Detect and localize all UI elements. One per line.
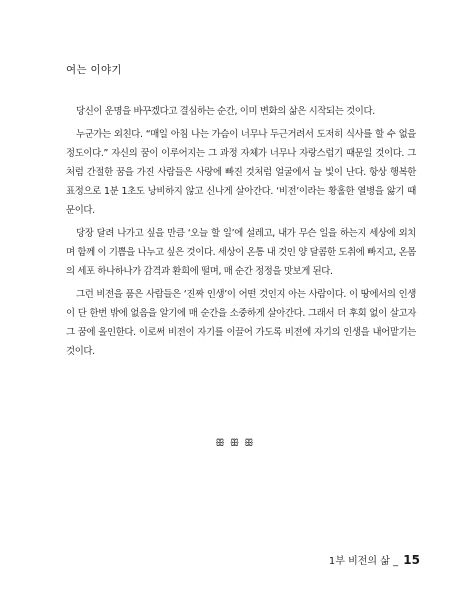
paragraph-4: 그런 비전을 품은 사람들은 ‘진짜 인생’이 어떤 것인지 아는 사람이다. 이 땅에서의 인생이 단 한번 밖에 없음을 알기에 매 순간을 소중하게 살아간다. 그래서 더 후회 없이 살고자 그 꿈에 올인한다. 이로써 비전이 자기를 이끌어 가도록 비전에 자기의 인생을 내어맡기는 것이다. — [66, 289, 416, 357]
body-text — [66, 102, 416, 365]
page-footer — [329, 552, 420, 567]
paragraph-2: 누군가는 외친다. “매일 아침 나는 가슴이 너무나 두근거려서 도저히 식사를 할 수 없을 정도이다.” 자신의 꿈이 이루어지는 그 과정 자체가 너무나 자랑스럽기 때문일 것이다. 그처럼 간절한 꿈을 가진 사람들은 사랑에 빠진 것처럼 얼굴에서 늘 빛이 난다. 항상 행복한 표정으로 1분 1초도 낭비하지 않고 신나게 살아간다. ‘비전’이라는 황홀한 열병을 앓기 때문이다. — [66, 129, 416, 216]
running-head: 1부 비전의 삶 _ — [328, 556, 399, 567]
paragraph-1: 당신이 운명을 바꾸겠다고 결심하는 순간, 이미 변화의 삶은 시작되는 것이다. — [76, 106, 375, 117]
section-heading: 여는 이야기 — [66, 64, 122, 76]
page-number: 15 — [403, 553, 420, 567]
paragraph-3: 당장 달려 나가고 싶을 만큼 ‘오늘 할 일’에 설레고, 내가 무슨 일을 하는지 세상에 외치며 함께 이 기쁨을 나누고 싶은 것이다. 세상이 온통 내 것인 양 달콤한 도취에 빠지고, 온몸의 세포 하나하나가 감격과 환희에 떨며, 매 순간 정정을 맛보게 된다. — [66, 228, 416, 277]
section-ornament-icon: ꕥ ꕥ ꕥ — [215, 438, 255, 449]
